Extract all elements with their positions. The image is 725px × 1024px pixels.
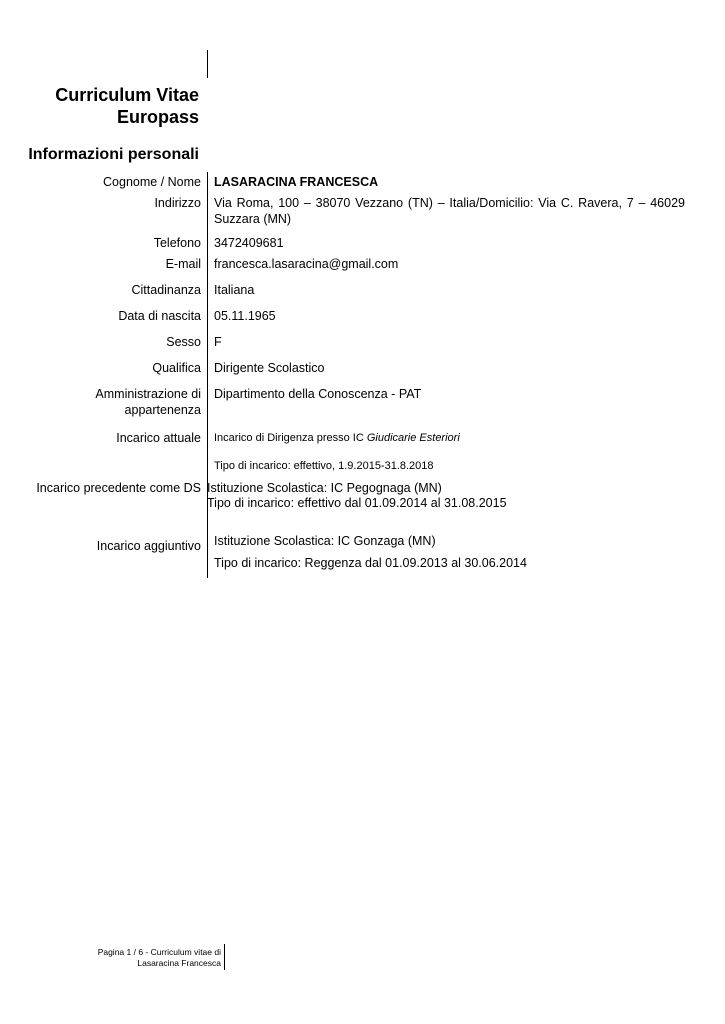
additional-role-value-line2: Tipo di incarico: Reggenza dal 01.09.2013 al 30.06.2014 — [214, 556, 527, 570]
previous-role-value-line2: Tipo di incarico: effettivo dal 01.09.2014 al 31.08.2015 — [207, 496, 507, 510]
footer-line1: Pagina 1 / 6 - Curriculum vitae di — [97, 947, 221, 957]
qualification-label: Qualifica — [152, 361, 201, 375]
address-value-line2: Suzzara (MN) — [214, 212, 292, 226]
address-label: Indirizzo — [154, 196, 201, 210]
previous-role-label: Incarico precedente come DS — [36, 481, 201, 495]
additional-role-label: Incarico aggiuntivo — [96, 539, 201, 553]
citizenship-value: Italiana — [214, 283, 255, 297]
previous-role-value-line1: Istituzione Scolastica: IC Pegognaga (MN) — [207, 481, 442, 495]
administration-label-line2: appartenenza — [124, 403, 201, 417]
address-value-line1: Via Roma, 100 – 38070 Vezzano (TN) – Italia/Domicilio: Via C. Ravera, 7 – 46029 — [214, 196, 685, 210]
phone-value: 3472409681 — [214, 236, 284, 250]
birth-date-value: 05.11.1965 — [214, 309, 276, 323]
current-role-label: Incarico attuale — [116, 431, 201, 445]
birth-date-label: Data di nascita — [118, 309, 201, 323]
current-role-type: Tipo di incarico: effettivo, 1.9.2015-31.8.2018 — [214, 460, 434, 472]
sex-value: F — [214, 335, 222, 349]
header-divider-line — [207, 50, 208, 78]
name-value: LASARACINA FRANCESCA — [214, 175, 379, 189]
qualification-value: Dirigente Scolastico — [214, 361, 325, 375]
current-role-school: Giudicarie Esteriori — [366, 432, 460, 444]
cv-title-line1: Curriculum Vitae — [55, 85, 199, 105]
administration-label-line1: Amministrazione di — [95, 387, 201, 401]
name-label: Cognome / Nome — [103, 175, 201, 189]
content-divider-line — [207, 172, 208, 578]
footer-line2: Lasaracina Francesca — [137, 958, 221, 968]
additional-role-value-line1: Istituzione Scolastica: IC Gonzaga (MN) — [214, 534, 436, 548]
section-title: Informazioni personali — [28, 146, 199, 163]
current-role-prefix: Incarico di Dirigenza presso IC — [214, 432, 367, 444]
administration-value: Dipartimento della Conoscenza - PAT — [214, 387, 422, 401]
sex-label: Sesso — [166, 335, 201, 349]
email-label: E-mail — [165, 257, 201, 271]
footer-divider-line — [224, 944, 225, 970]
phone-label: Telefono — [153, 236, 201, 250]
email-value: francesca.lasaracina@gmail.com — [214, 257, 399, 271]
current-role-value — [214, 430, 460, 446]
citizenship-label: Cittadinanza — [131, 283, 201, 297]
cv-title-line2: Europass — [116, 107, 199, 127]
